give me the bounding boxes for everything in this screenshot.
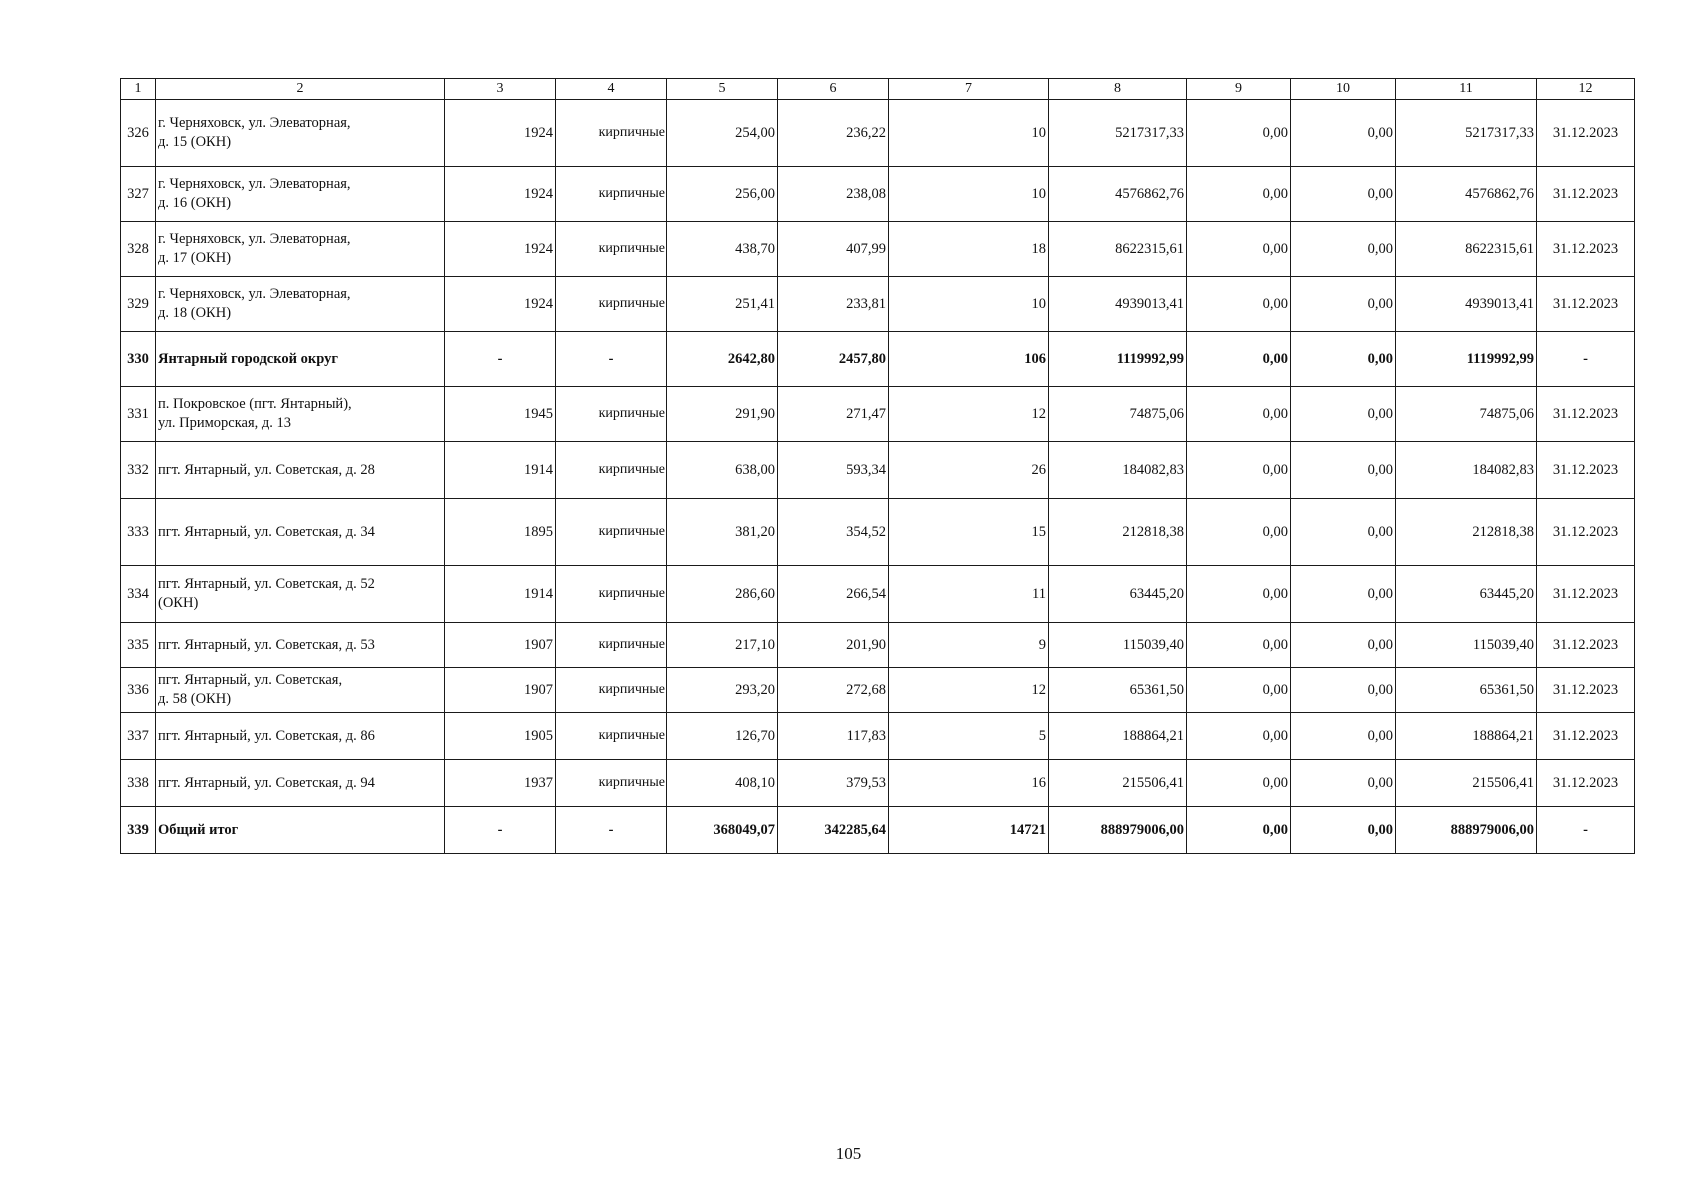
fund-b-cell: 0,00: [1291, 442, 1396, 499]
total-cost-cell: 1119992,99: [1049, 332, 1187, 387]
wall-material-cell: кирпичные: [556, 713, 667, 760]
address-line-1: г. Черняховск, ул. Элеваторная,: [158, 115, 351, 131]
fund-a-cell: 0,00: [1187, 222, 1291, 277]
deadline-cell: 31.12.2023: [1537, 222, 1635, 277]
fund-c-cell: 5217317,33: [1396, 100, 1537, 167]
wall-material-cell: кирпичные: [556, 668, 667, 713]
year-built-cell: -: [445, 807, 556, 854]
column-number-header: 5: [667, 79, 778, 100]
deadline-cell: 31.12.2023: [1537, 668, 1635, 713]
wall-material-cell: -: [556, 332, 667, 387]
address-line-1: г. Черняховск, ул. Элеваторная,: [158, 286, 351, 302]
wall-material-cell: кирпичные: [556, 222, 667, 277]
row-number-cell: 330: [121, 332, 156, 387]
total-area-cell: 286,60: [667, 566, 778, 623]
table-row: [121, 760, 1635, 807]
residents-count-cell: 106: [889, 332, 1049, 387]
year-built-cell: 1945: [445, 387, 556, 442]
year-built-cell: 1907: [445, 668, 556, 713]
year-built-cell: 1937: [445, 760, 556, 807]
address-cell: [156, 713, 445, 760]
column-number-header-row: [121, 79, 1635, 100]
address-line-2: д. 15 (ОКН): [158, 134, 232, 150]
wall-material-cell: кирпичные: [556, 167, 667, 222]
residents-count-cell: 12: [889, 387, 1049, 442]
total-cost-cell: 188864,21: [1049, 713, 1187, 760]
fund-c-cell: 74875,06: [1396, 387, 1537, 442]
address-line-1: Общий итог: [158, 821, 239, 838]
address-line-1: г. Черняховск, ул. Элеваторная,: [158, 176, 351, 192]
column-number-header: 6: [778, 79, 889, 100]
total-area-cell: 381,20: [667, 499, 778, 566]
residents-count-cell: 12: [889, 668, 1049, 713]
address-cell: [156, 277, 445, 332]
year-built-cell: -: [445, 332, 556, 387]
fund-b-cell: 0,00: [1291, 100, 1396, 167]
living-area-cell: 271,47: [778, 387, 889, 442]
fund-c-cell: 4576862,76: [1396, 167, 1537, 222]
total-cost-cell: 4576862,76: [1049, 167, 1187, 222]
column-number-header: 8: [1049, 79, 1187, 100]
residents-count-cell: 15: [889, 499, 1049, 566]
residents-count-cell: 26: [889, 442, 1049, 499]
wall-material-cell: кирпичные: [556, 100, 667, 167]
fund-b-cell: 0,00: [1291, 760, 1396, 807]
column-number-header: 9: [1187, 79, 1291, 100]
deadline-cell: -: [1537, 807, 1635, 854]
row-number-cell: 328: [121, 222, 156, 277]
total-area-cell: 408,10: [667, 760, 778, 807]
address-line-1: пгт. Янтарный, ул. Советская, д. 86: [158, 727, 375, 744]
deadline-cell: 31.12.2023: [1537, 442, 1635, 499]
fund-a-cell: 0,00: [1187, 713, 1291, 760]
total-cost-cell: 4939013,41: [1049, 277, 1187, 332]
total-cost-cell: 184082,83: [1049, 442, 1187, 499]
address-cell: [156, 807, 445, 854]
address-cell: [156, 100, 445, 167]
fund-b-cell: 0,00: [1291, 167, 1396, 222]
column-number-header: 12: [1537, 79, 1635, 100]
fund-a-cell: 0,00: [1187, 668, 1291, 713]
table-row: [121, 668, 1635, 713]
column-number-header: 4: [556, 79, 667, 100]
fund-c-cell: 1119992,99: [1396, 332, 1537, 387]
fund-a-cell: 0,00: [1187, 442, 1291, 499]
deadline-cell: 31.12.2023: [1537, 760, 1635, 807]
fund-c-cell: 184082,83: [1396, 442, 1537, 499]
fund-a-cell: 0,00: [1187, 623, 1291, 668]
year-built-cell: 1905: [445, 713, 556, 760]
living-area-cell: 342285,64: [778, 807, 889, 854]
year-built-cell: 1914: [445, 566, 556, 623]
living-area-cell: 117,83: [778, 713, 889, 760]
table-row: [121, 499, 1635, 566]
row-number-cell: 327: [121, 167, 156, 222]
year-built-cell: 1924: [445, 277, 556, 332]
wall-material-cell: кирпичные: [556, 277, 667, 332]
column-number-header: 3: [445, 79, 556, 100]
address-cell: [156, 760, 445, 807]
living-area-cell: 379,53: [778, 760, 889, 807]
address-line-2: (ОКН): [158, 595, 199, 611]
total-area-cell: 126,70: [667, 713, 778, 760]
total-cost-cell: 215506,41: [1049, 760, 1187, 807]
table-row: [121, 713, 1635, 760]
table-row: [121, 442, 1635, 499]
table-row: [121, 332, 1635, 387]
fund-b-cell: 0,00: [1291, 566, 1396, 623]
wall-material-cell: кирпичные: [556, 499, 667, 566]
year-built-cell: 1924: [445, 100, 556, 167]
row-number-cell: 331: [121, 387, 156, 442]
fund-c-cell: 63445,20: [1396, 566, 1537, 623]
total-cost-cell: 63445,20: [1049, 566, 1187, 623]
row-number-cell: 336: [121, 668, 156, 713]
deadline-cell: 31.12.2023: [1537, 566, 1635, 623]
row-number-cell: 332: [121, 442, 156, 499]
address-line-1: г. Черняховск, ул. Элеваторная,: [158, 231, 351, 247]
living-area-cell: 233,81: [778, 277, 889, 332]
table-row: [121, 100, 1635, 167]
year-built-cell: 1895: [445, 499, 556, 566]
row-number-cell: 339: [121, 807, 156, 854]
fund-b-cell: 0,00: [1291, 499, 1396, 566]
year-built-cell: 1924: [445, 222, 556, 277]
total-cost-cell: 5217317,33: [1049, 100, 1187, 167]
residents-count-cell: 16: [889, 760, 1049, 807]
total-area-cell: 217,10: [667, 623, 778, 668]
address-cell: [156, 566, 445, 623]
address-cell: [156, 222, 445, 277]
address-cell: [156, 387, 445, 442]
housing-register-table: [120, 78, 1635, 854]
total-cost-cell: 212818,38: [1049, 499, 1187, 566]
column-number-header: 10: [1291, 79, 1396, 100]
row-number-cell: 333: [121, 499, 156, 566]
fund-a-cell: 0,00: [1187, 100, 1291, 167]
total-area-cell: 256,00: [667, 167, 778, 222]
fund-a-cell: 0,00: [1187, 277, 1291, 332]
deadline-cell: 31.12.2023: [1537, 499, 1635, 566]
column-number-header: 2: [156, 79, 445, 100]
wall-material-cell: кирпичные: [556, 623, 667, 668]
fund-a-cell: 0,00: [1187, 332, 1291, 387]
column-number-header: 11: [1396, 79, 1537, 100]
living-area-cell: 236,22: [778, 100, 889, 167]
fund-c-cell: 188864,21: [1396, 713, 1537, 760]
fund-c-cell: 8622315,61: [1396, 222, 1537, 277]
living-area-cell: 407,99: [778, 222, 889, 277]
address-cell: [156, 623, 445, 668]
register-table-sheet: [120, 78, 1634, 854]
fund-c-cell: 4939013,41: [1396, 277, 1537, 332]
address-cell: [156, 332, 445, 387]
page-number: 105: [835, 1144, 862, 1163]
deadline-cell: 31.12.2023: [1537, 277, 1635, 332]
address-line-1: п. Покровское (пгт. Янтарный),: [158, 396, 352, 412]
residents-count-cell: 11: [889, 566, 1049, 623]
fund-a-cell: 0,00: [1187, 387, 1291, 442]
deadline-cell: 31.12.2023: [1537, 387, 1635, 442]
address-line-2: д. 17 (ОКН): [158, 250, 232, 266]
total-area-cell: 638,00: [667, 442, 778, 499]
residents-count-cell: 10: [889, 277, 1049, 332]
year-built-cell: 1924: [445, 167, 556, 222]
deadline-cell: -: [1537, 332, 1635, 387]
year-built-cell: 1914: [445, 442, 556, 499]
total-area-cell: 293,20: [667, 668, 778, 713]
address-cell: [156, 668, 445, 713]
fund-c-cell: 212818,38: [1396, 499, 1537, 566]
row-number-cell: 334: [121, 566, 156, 623]
address-cell: [156, 442, 445, 499]
fund-a-cell: 0,00: [1187, 760, 1291, 807]
fund-b-cell: 0,00: [1291, 623, 1396, 668]
table-row: [121, 566, 1635, 623]
fund-b-cell: 0,00: [1291, 668, 1396, 713]
living-area-cell: 272,68: [778, 668, 889, 713]
address-line-2: ул. Приморская, д. 13: [158, 415, 291, 431]
fund-c-cell: 215506,41: [1396, 760, 1537, 807]
fund-c-cell: 115039,40: [1396, 623, 1537, 668]
table-row: [121, 277, 1635, 332]
table-row: [121, 807, 1635, 854]
total-area-cell: 251,41: [667, 277, 778, 332]
fund-b-cell: 0,00: [1291, 332, 1396, 387]
fund-b-cell: 0,00: [1291, 713, 1396, 760]
fund-b-cell: 0,00: [1291, 807, 1396, 854]
address-cell: [156, 167, 445, 222]
total-cost-cell: 888979006,00: [1049, 807, 1187, 854]
fund-a-cell: 0,00: [1187, 499, 1291, 566]
residents-count-cell: 10: [889, 100, 1049, 167]
table-row: [121, 222, 1635, 277]
address-line-1: пгт. Янтарный, ул. Советская, д. 28: [158, 461, 375, 478]
living-area-cell: 201,90: [778, 623, 889, 668]
wall-material-cell: -: [556, 807, 667, 854]
living-area-cell: 2457,80: [778, 332, 889, 387]
total-cost-cell: 65361,50: [1049, 668, 1187, 713]
address-line-2: д. 16 (ОКН): [158, 195, 232, 211]
fund-c-cell: 888979006,00: [1396, 807, 1537, 854]
deadline-cell: 31.12.2023: [1537, 100, 1635, 167]
living-area-cell: 593,34: [778, 442, 889, 499]
residents-count-cell: 10: [889, 167, 1049, 222]
row-number-cell: 329: [121, 277, 156, 332]
living-area-cell: 238,08: [778, 167, 889, 222]
fund-b-cell: 0,00: [1291, 387, 1396, 442]
address-cell: [156, 499, 445, 566]
total-area-cell: 368049,07: [667, 807, 778, 854]
column-number-header: 7: [889, 79, 1049, 100]
total-cost-cell: 115039,40: [1049, 623, 1187, 668]
row-number-cell: 338: [121, 760, 156, 807]
address-line-1: пгт. Янтарный, ул. Советская, д. 53: [158, 636, 375, 653]
fund-a-cell: 0,00: [1187, 807, 1291, 854]
fund-b-cell: 0,00: [1291, 277, 1396, 332]
total-cost-cell: 74875,06: [1049, 387, 1187, 442]
wall-material-cell: кирпичные: [556, 442, 667, 499]
residents-count-cell: 14721: [889, 807, 1049, 854]
fund-b-cell: 0,00: [1291, 222, 1396, 277]
wall-material-cell: кирпичные: [556, 566, 667, 623]
address-line-1: пгт. Янтарный, ул. Советская, д. 94: [158, 774, 375, 791]
address-line-2: д. 58 (ОКН): [158, 691, 232, 707]
row-number-cell: 337: [121, 713, 156, 760]
deadline-cell: 31.12.2023: [1537, 623, 1635, 668]
living-area-cell: 266,54: [778, 566, 889, 623]
total-area-cell: 2642,80: [667, 332, 778, 387]
address-line-1: пгт. Янтарный, ул. Советская, д. 34: [158, 523, 375, 540]
year-built-cell: 1907: [445, 623, 556, 668]
address-line-1: пгт. Янтарный, ул. Советская,: [158, 672, 343, 688]
deadline-cell: 31.12.2023: [1537, 713, 1635, 760]
fund-a-cell: 0,00: [1187, 167, 1291, 222]
row-number-cell: 326: [121, 100, 156, 167]
address-line-1: Янтарный городской округ: [158, 350, 338, 367]
deadline-cell: 31.12.2023: [1537, 167, 1635, 222]
residents-count-cell: 5: [889, 713, 1049, 760]
wall-material-cell: кирпичные: [556, 760, 667, 807]
total-area-cell: 291,90: [667, 387, 778, 442]
table-row: [121, 167, 1635, 222]
address-line-1: пгт. Янтарный, ул. Советская, д. 52: [158, 576, 375, 592]
residents-count-cell: 9: [889, 623, 1049, 668]
column-number-header: 1: [121, 79, 156, 100]
wall-material-cell: кирпичные: [556, 387, 667, 442]
residents-count-cell: 18: [889, 222, 1049, 277]
fund-c-cell: 65361,50: [1396, 668, 1537, 713]
total-area-cell: 254,00: [667, 100, 778, 167]
total-cost-cell: 8622315,61: [1049, 222, 1187, 277]
table-row: [121, 387, 1635, 442]
total-area-cell: 438,70: [667, 222, 778, 277]
address-line-2: д. 18 (ОКН): [158, 305, 232, 321]
table-row: [121, 623, 1635, 668]
row-number-cell: 335: [121, 623, 156, 668]
living-area-cell: 354,52: [778, 499, 889, 566]
fund-a-cell: 0,00: [1187, 566, 1291, 623]
